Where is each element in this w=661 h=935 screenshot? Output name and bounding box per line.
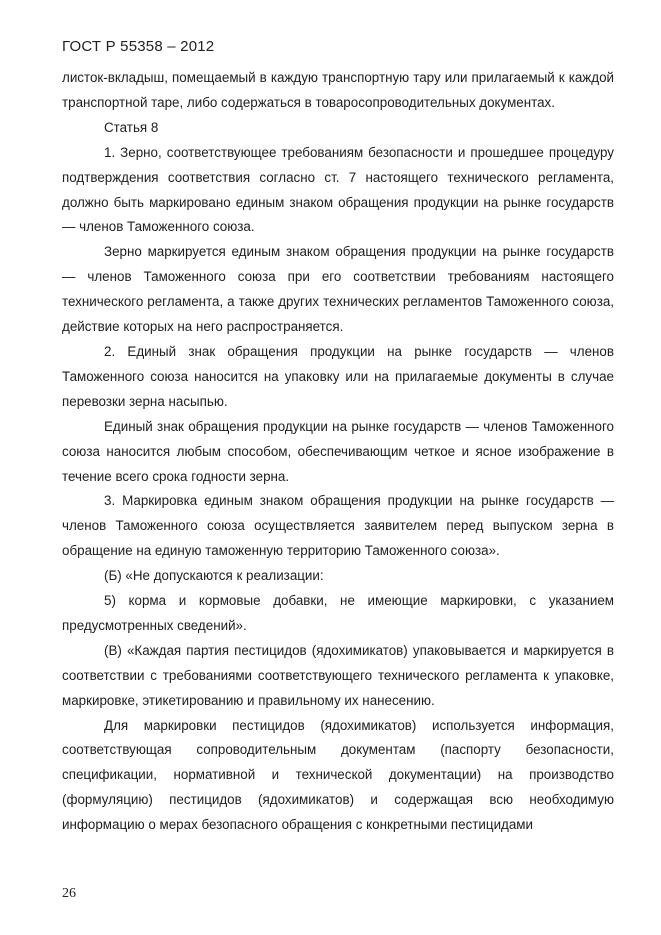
paragraph: Единый знак обращения продукции на рынке государств — членов Таможенного союза наносится любым способом, обеспечивающим четкое и ясное изображение в течение всего срока годности зерна. <box>62 418 614 484</box>
paragraph: (Б) «Не допускаются к реализации: <box>104 568 324 584</box>
page-number: 26 <box>62 886 76 901</box>
paragraph: 1. Зерно, соответствующее требованиям безопасности и прошедшее процедуру подтверждения соответствия согласно ст. 7 настоящего технического регламента, должно быть маркировано единым знаком обращения продукции на рынке государств — членов Таможенного союза. <box>62 144 614 235</box>
paragraph: 2. Единый знак обращения продукции на рынке государств — членов Таможенного союза наносится на упаковку или на прилагаемые документы в случае перевозки зерна насыпью. <box>62 343 614 409</box>
paragraph: Для маркировки пестицидов (ядохимикатов) используется информация, соответствующая сопроводительным документам (паспорту безопасности, спецификации, нормативной и технической документации) на производство (формуляцию) пестицидов (ядохимикатов) и содержащая всю необходимую информацию о мерах безопасного обращения с конкретными пестицидами <box>62 717 614 833</box>
article-heading: Статья 8 <box>104 119 159 135</box>
document-body <box>62 66 614 838</box>
paragraph: листок-вкладыш, помещаемый в каждую транспортную тару или прилагаемый к каждой транспортной таре, либо содержаться в товаросопроводительных документах. <box>62 70 614 110</box>
paragraph: 3. Маркировка единым знаком обращения продукции на рынке государств — членов Таможенного союза осуществляется заявителем перед выпуском зерна в обращение на единую таможенную территорию Таможенного союза». <box>62 493 614 559</box>
paragraph: 5) корма и кормовые добавки, не имеющие маркировки, с указанием предусмотренных сведений». <box>62 593 614 633</box>
paragraph: (В) «Каждая партия пестицидов (ядохимикатов) упаковывается и маркируется в соответствии с требованиями соответствующего технического регламента к упаковке, маркировке, этикетированию и правильному их нанесению. <box>62 642 614 708</box>
document-header: ГОСТ Р 55358 – 2012 <box>62 38 215 55</box>
paragraph: Зерно маркируется единым знаком обращения продукции на рынке государств — членов Таможенного союза при его соответствии требованиям настоящего технического регламента, а также других технических регламентов Таможенного союза, действие которых на него распространяется. <box>62 244 614 335</box>
